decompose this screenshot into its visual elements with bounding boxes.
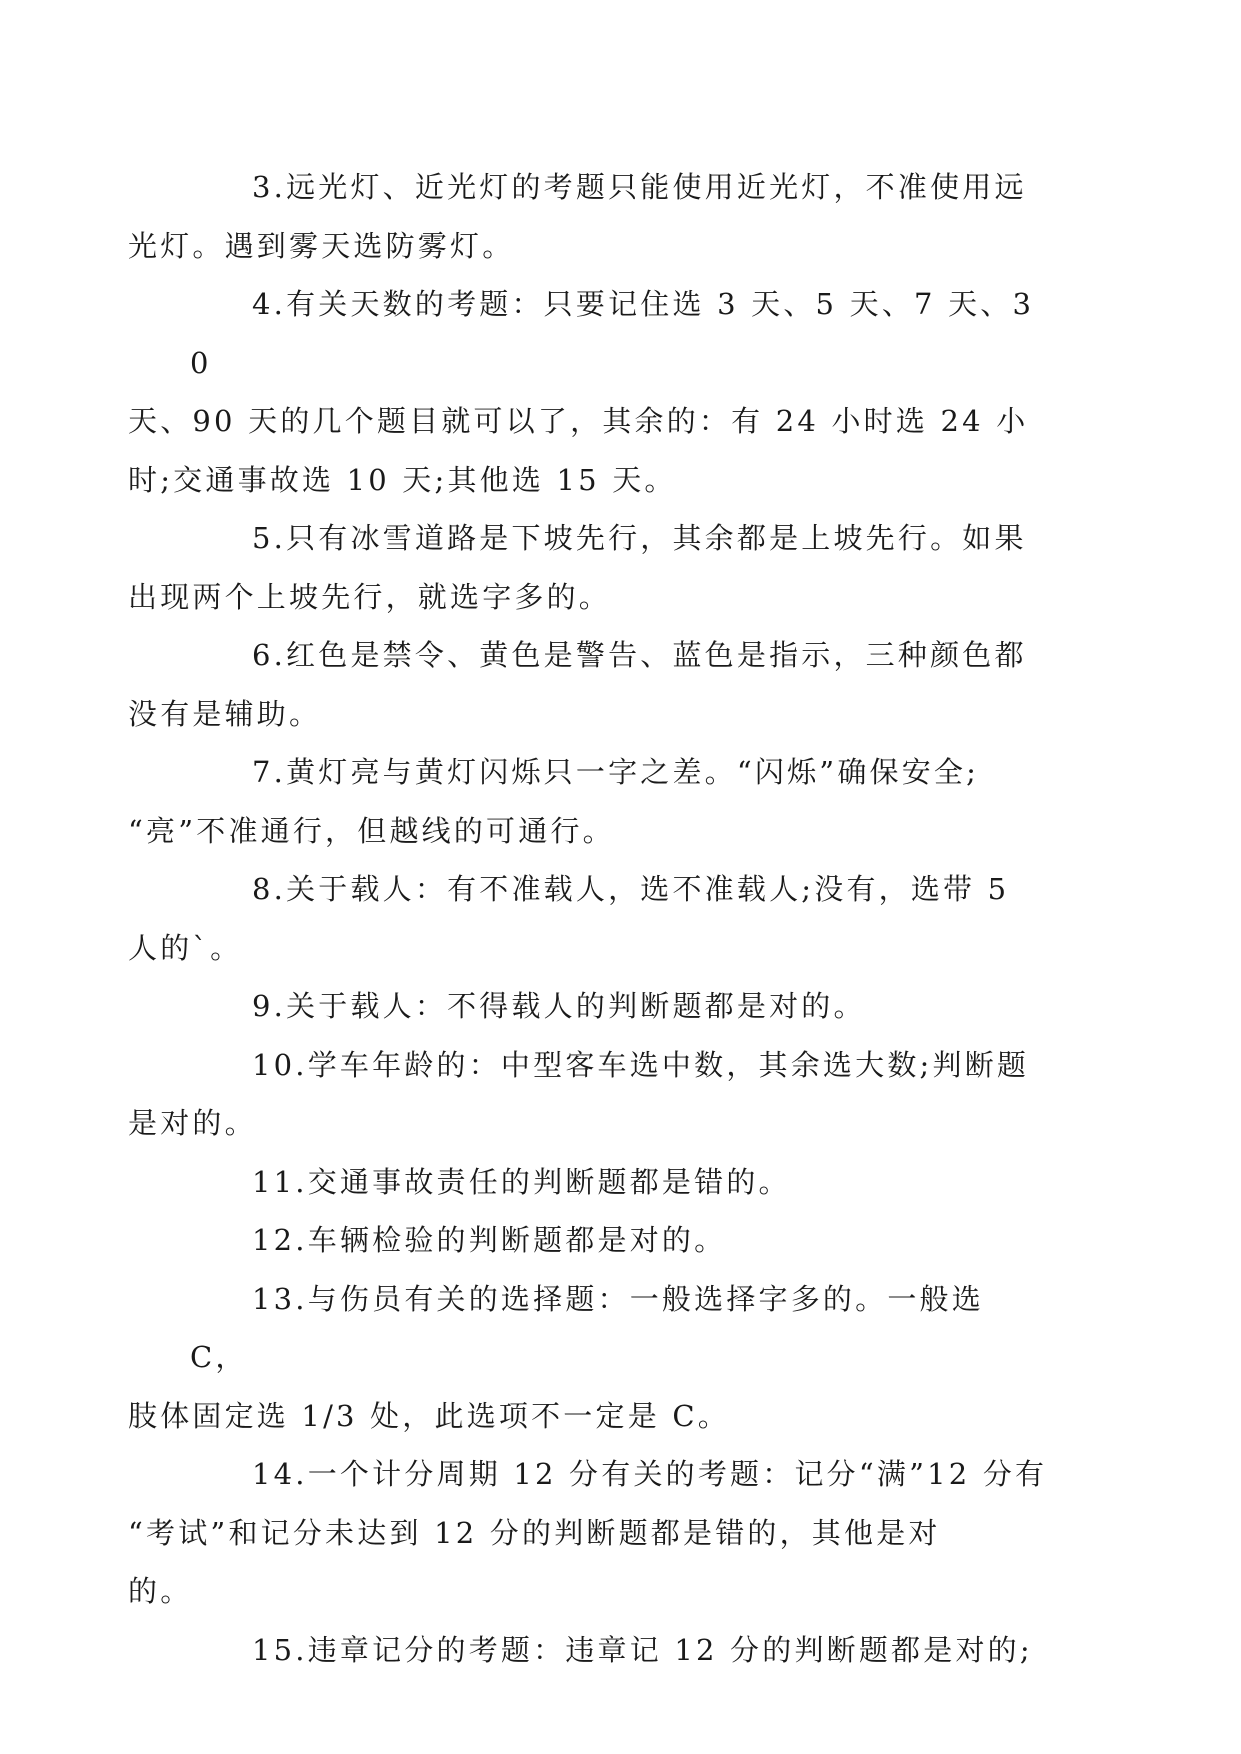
paragraph-line: 14.一个计分周期 12 分有关的考题：记分“满”12 分有 <box>252 1457 1048 1491</box>
document-body <box>128 158 1050 1679</box>
paragraph-line: 肢体固定选 1/3 处，此选项不一定是 C。 <box>128 1398 730 1433</box>
paragraph-line: 光灯。遇到雾天选防雾灯。 <box>128 228 515 263</box>
paragraph <box>190 1153 1050 1212</box>
paragraph-line: 12.车辆检验的判断题都是对的。 <box>252 1223 727 1257</box>
paragraph <box>190 977 1050 1036</box>
paragraph-line: 4.有关天数的考题：只要记住选 3 天、5 天、7 天、30 <box>190 287 1035 380</box>
paragraph-line: 13.与伤员有关的选择题：一般选择字多的。一般选 C， <box>190 1281 984 1374</box>
paragraph <box>128 509 1050 626</box>
paragraph-line: 9.关于载人：不得载人的判断题都是对的。 <box>252 989 866 1023</box>
paragraph <box>128 626 1050 743</box>
paragraph-line: 5.只有冰雪道路是下坡先行，其余都是上坡先行。如果 <box>252 521 1027 555</box>
paragraph-line: “考试”和记分未达到 12 分的判断题都是错的，其他是对 <box>128 1515 941 1550</box>
paragraph-line: 是对的。 <box>128 1106 257 1140</box>
paragraph-line: 10.学车年龄的：中型客车选中数，其余选大数;判断题 <box>252 1047 1030 1082</box>
paragraph-line: “亮”不准通行，但越线的可通行。 <box>128 813 615 848</box>
paragraph <box>190 1621 1050 1680</box>
paragraph-line: 6.红色是禁令、黄色是警告、蓝色是指示，三种颜色都 <box>252 638 1027 672</box>
paragraph-line: 天、90 天的几个题目就可以了，其余的：有 24 小时选 24 小 <box>128 404 1029 438</box>
paragraph-line: 8.关于载人：有不准载人，选不准载人;没有，选带 5 <box>252 872 1010 906</box>
paragraph <box>190 1211 1050 1270</box>
paragraph <box>128 860 1050 977</box>
paragraph <box>128 1270 1050 1446</box>
paragraph-line: 没有是辅助。 <box>128 696 322 731</box>
paragraph <box>128 275 1050 509</box>
paragraph-line: 时;交通事故选 10 天;其他选 15 天。 <box>128 462 677 497</box>
paragraph-line: 7.黄灯亮与黄灯闪烁只一字之差。“闪烁”确保安全; <box>252 755 980 789</box>
paragraph-line: 15.违章记分的考题：违章记 12 分的判断题都是对的; <box>252 1632 1033 1667</box>
paragraph-line: 的。 <box>128 1574 193 1608</box>
paragraph <box>128 1036 1050 1153</box>
paragraph <box>128 743 1050 860</box>
paragraph-line: 出现两个上坡先行，就选字多的。 <box>128 579 612 614</box>
paragraph-line: 11.交通事故责任的判断题都是错的。 <box>252 1164 791 1199</box>
paragraph <box>128 1445 1050 1621</box>
paragraph-line: 3.远光灯、近光灯的考题只能使用近光灯，不准使用远 <box>252 170 1027 204</box>
paragraph <box>128 158 1050 275</box>
paragraph-line: 人的`。 <box>128 930 243 965</box>
